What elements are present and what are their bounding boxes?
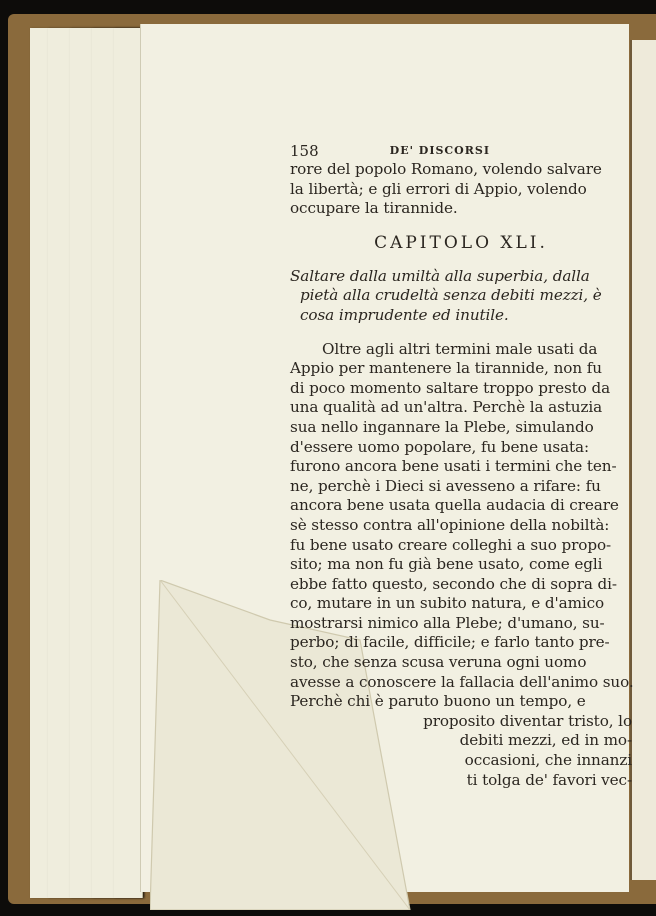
body-line: sua nello ingannare la Plebe, simulando — [290, 417, 594, 436]
body-line: sto, che senza scusa veruna ogni uomo — [290, 653, 587, 672]
summary-line: cosa imprudente ed inutile. — [300, 305, 509, 324]
body-line: mostrarsi nimico alla Plebe; d'umano, su- — [290, 613, 605, 632]
text-line: la libertà; e gli errori di Appio, volendo — [290, 179, 587, 198]
body-line: una qualità ad un'altra. Perchè la astuzia — [290, 398, 603, 417]
body-line: debiti mezzi, ed in mo- — [459, 731, 632, 750]
body-line: ebbe fatto questo, secondo che di sopra di- — [290, 574, 617, 593]
body-line: perbo; di facile, difficile; e farlo tanto pre- — [290, 633, 610, 652]
body-line: co, mutare in un subito natura, e d'amico — [290, 594, 605, 613]
text-line: occupare la tirannide. — [290, 199, 458, 218]
body-line: Perchè chi è paruto buono un tempo, e — [290, 692, 586, 711]
body-line: ne, perchè i Dieci si avesseno a rifare: fu — [290, 476, 601, 495]
body-line: avesse a conoscere la fallacia dell'animo suo. — [290, 672, 634, 691]
chapter-title: CAPITOLO XLI. — [374, 232, 548, 253]
body-line: sito; ma non fu già bene usato, come egli — [290, 555, 603, 574]
body-line: sè stesso contra all'opinione della nobiltà: — [290, 515, 610, 534]
page-header — [290, 142, 490, 160]
chapter-summary — [290, 267, 632, 326]
page-text — [290, 142, 632, 790]
body-line: furono ancora bene usati i termini che ten- — [290, 457, 617, 476]
body-line: fu bene usato creare colleghi a suo propo- — [290, 535, 612, 554]
summary-line: Saltare dalla umiltà alla superbia, dalla — [290, 266, 590, 285]
page-stack — [114, 28, 143, 898]
body-line: Oltre agli altri termini male usati da — [322, 339, 598, 358]
text-line: rore del popolo Romano, volendo salvare — [290, 160, 602, 178]
summary-line: pietà alla crudeltà senza debiti mezzi, è — [300, 286, 602, 305]
running-title: DE' DISCORSI — [389, 144, 490, 157]
body-line: ancora bene usata quella audacia di creare — [290, 496, 619, 515]
page-number: 158 — [290, 142, 319, 160]
body-line: proposito diventar tristo, lo — [423, 711, 632, 730]
body-line: Appio per mantenere la tirannide, non fu — [290, 359, 602, 378]
body-line: occasioni, che innanzi — [464, 751, 632, 770]
body-line: d'essere uomo popolare, fu bene usata: — [290, 437, 590, 456]
facing-page-edge — [630, 40, 656, 880]
body-line: ti tolga de' favori vec- — [466, 770, 632, 789]
intro-lines — [290, 160, 632, 219]
chapter-body — [290, 340, 632, 791]
body-line: di poco momento saltare troppo presto da — [290, 378, 611, 397]
